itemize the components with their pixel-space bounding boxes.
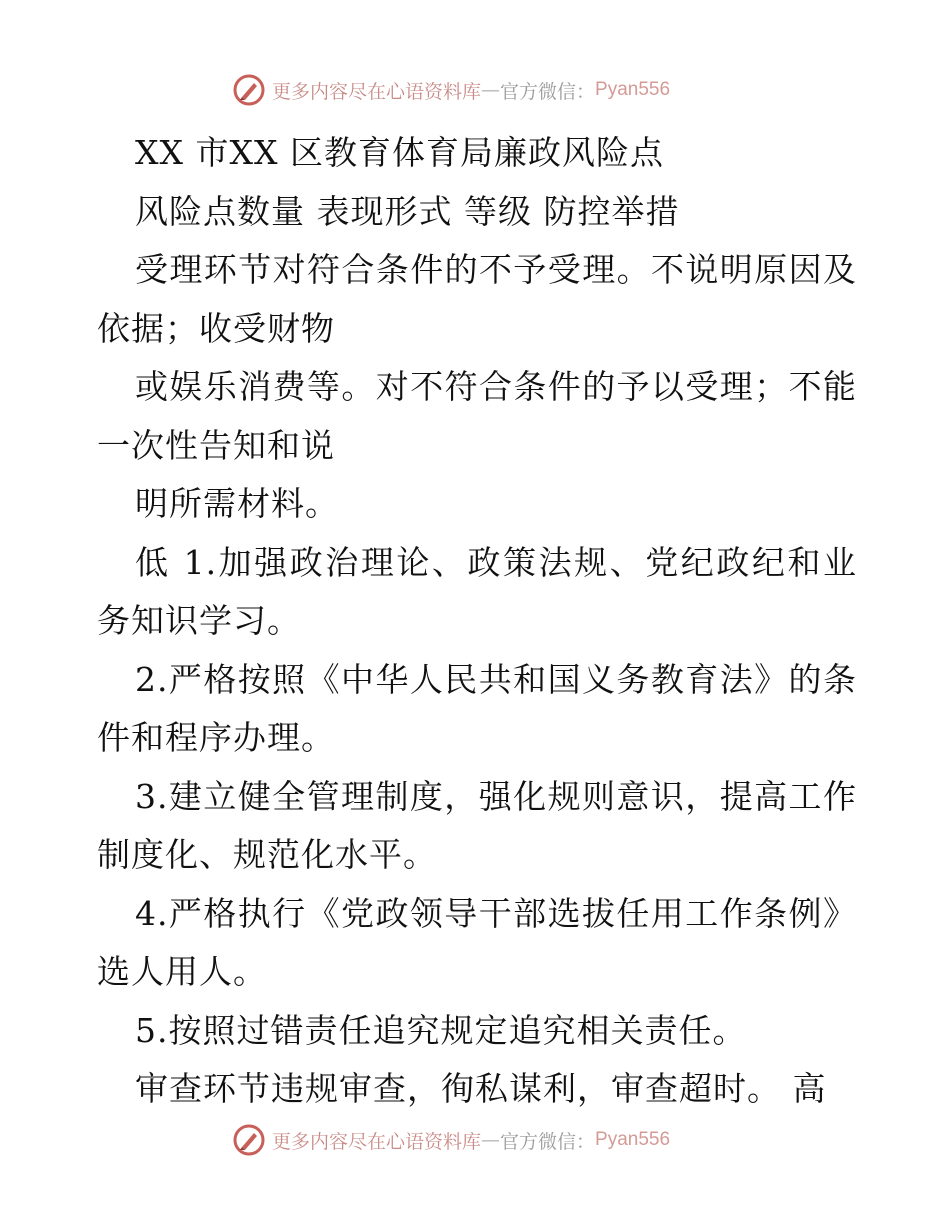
watermark-official-label: 官方微信：: [500, 1130, 596, 1153]
pen-logo-icon: [232, 1123, 266, 1157]
doc-paragraph: 审查环节违规审查，徇私谋利，审查超时。 高: [135, 1069, 827, 1108]
doc-paragraph: 4.严格执行《党政领导干部选拔任用工作条例》选人用人。: [97, 893, 857, 991]
watermark-footer: [232, 1120, 732, 1160]
pen-logo-icon: [232, 73, 266, 107]
watermark-main-text: 更多内容尽在心语资料库: [272, 80, 482, 103]
doc-paragraph: 3.建立健全管理制度，强化规则意识，提高工作制度化、规范化水平。: [97, 776, 857, 874]
watermark-separator: —: [481, 79, 501, 101]
doc-paragraph: 2.严格按照《中华人民共和国义务教育法》的条件和程序办理。: [97, 659, 857, 757]
watermark-account: Pyan556: [595, 79, 671, 100]
doc-paragraph: 低 1.加强政治理论、政策法规、党纪政纪和业务知识学习。: [97, 542, 857, 640]
doc-title: XX 市XX 区教育体育局廉政风险点: [135, 133, 664, 172]
doc-paragraph: 或娱乐消费等。对不符合条件的予以受理；不能一次性告知和说: [97, 367, 857, 465]
watermark-main-text: 更多内容尽在心语资料库: [272, 1130, 482, 1153]
doc-paragraph: 受理环节对符合条件的不予受理。不说明原因及依据；收受财物: [97, 250, 857, 348]
document-body: [97, 124, 857, 1119]
doc-column-headers: 风险点数量 表现形式 等级 防控举措: [135, 191, 680, 231]
watermark-separator: —: [481, 1129, 501, 1151]
doc-paragraph: 5.按照过错责任追究规定追究相关责任。: [135, 1010, 747, 1050]
doc-paragraph: 明所需材料。: [135, 484, 339, 523]
watermark-account: Pyan556: [595, 1129, 671, 1150]
watermark-header: [232, 70, 732, 110]
watermark-official-label: 官方微信：: [500, 80, 596, 103]
